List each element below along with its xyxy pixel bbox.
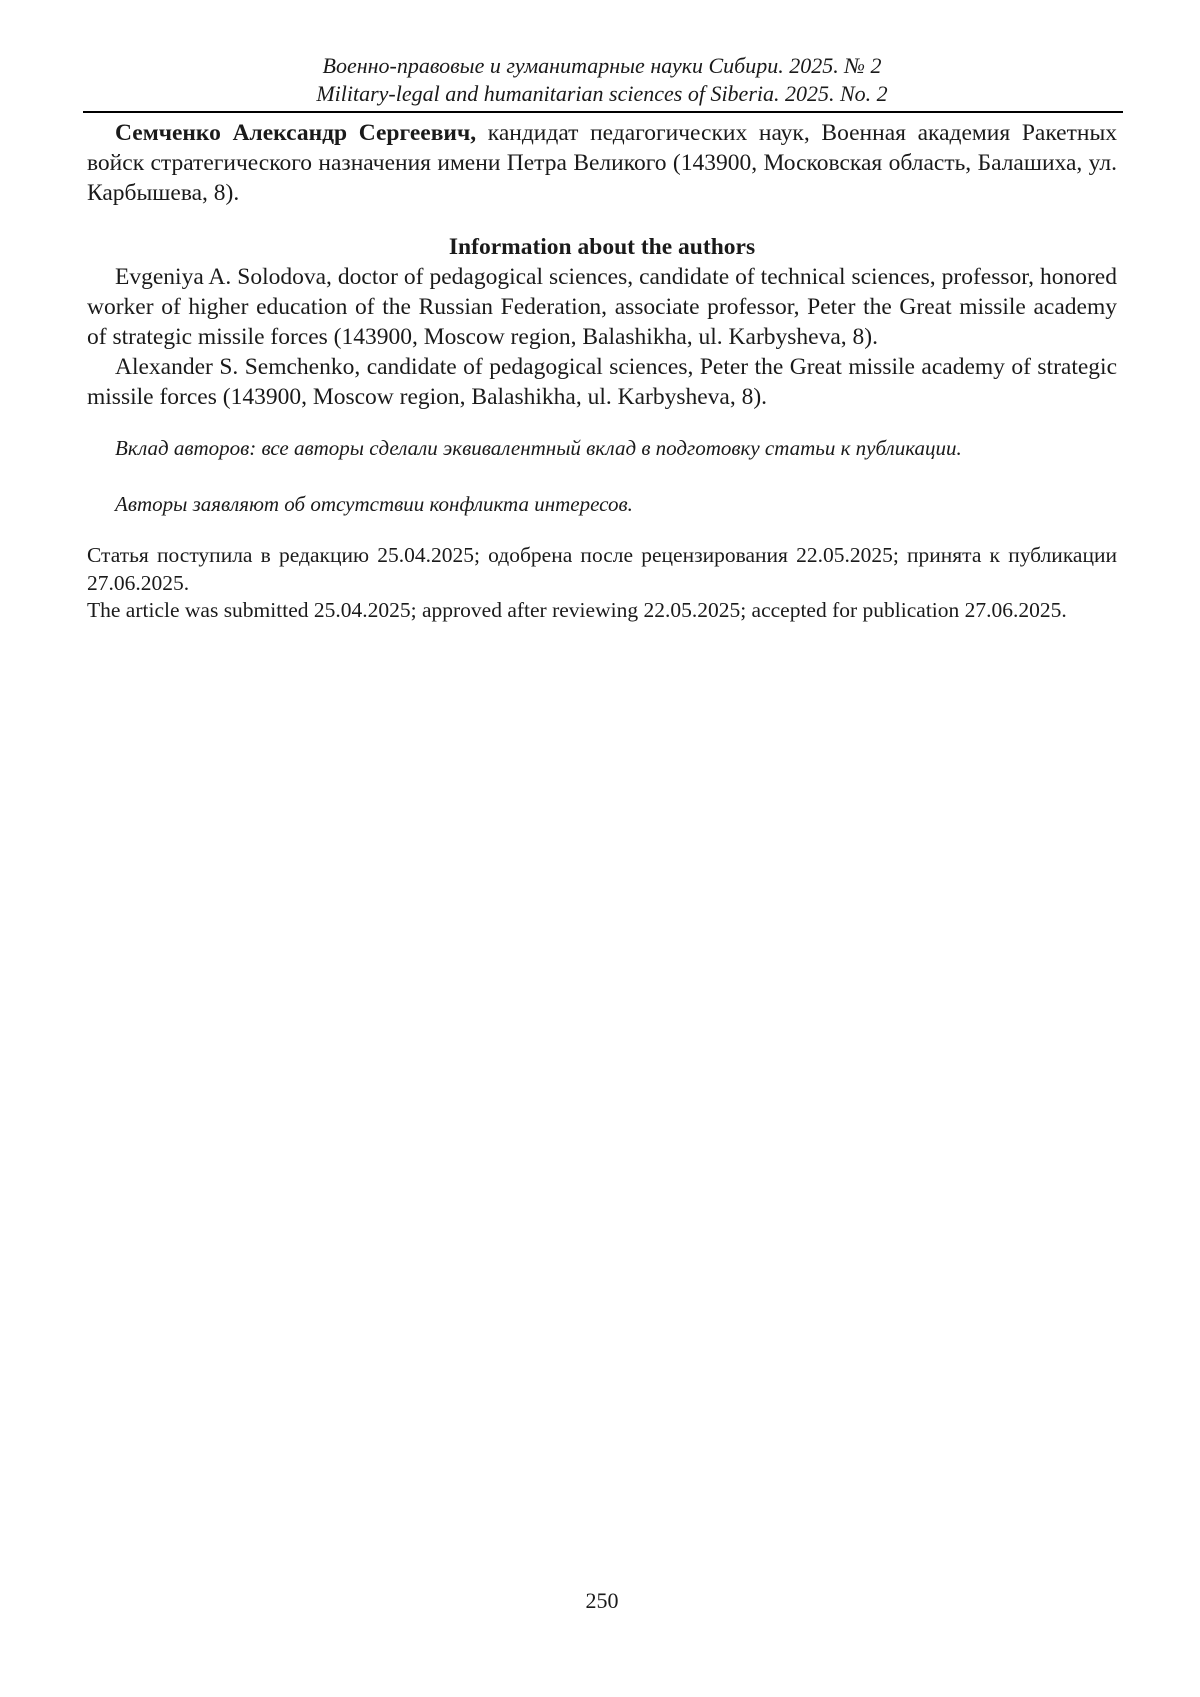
- authors-en-heading: Information about the authors: [448, 234, 756, 260]
- page: [87, 0, 1117, 1697]
- contribution-note: Вклад авторов: все авторы сделали эквивалентный вклад в подготовку статьи к публикации.: [115, 436, 962, 460]
- author-info-en-2: Alexander S. Semchenko, candidate of pedagogical sciences, Peter the Great missile academy of strategic missile forces (143900, Moscow region, Balashikha, ul. Karbysheva, 8).: [87, 354, 1117, 410]
- author-name-ru: Семченко Александр Сергеевич,: [115, 120, 477, 146]
- article-dates: [87, 542, 1117, 625]
- header-rule: [83, 111, 1123, 113]
- page-number: 250: [585, 1588, 619, 1613]
- author-info-ru: [87, 118, 1117, 208]
- article-body: [87, 118, 1117, 625]
- journal-title-ru: Военно-правовые и гуманитарные науки Сибири. 2025. № 2: [322, 53, 882, 78]
- journal-title-en: Military-legal and humanitarian sciences of Siberia. 2025. No. 2: [316, 81, 888, 106]
- dates-en: The article was submitted 25.04.2025; approved after reviewing 22.05.2025; accepted for publication 27.06.2025.: [87, 598, 1067, 622]
- running-header: [87, 52, 1117, 108]
- conflict-note: Авторы заявляют об отсутствии конфликта интересов.: [115, 492, 633, 516]
- author-details-ru: кандидат педагогических наук, Военная академия Ракетных войск стратегического назначения имени Петра Великого (143900, Московская область, Балашиха, ул. Карбышева, 8).: [87, 120, 1117, 206]
- dates-ru: Статья поступила в редакцию 25.04.2025; одобрена после рецензирования 22.05.2025; принята к публикации 27.06.2025.: [87, 543, 1117, 595]
- author-info-en-1: Evgeniya A. Solodova, doctor of pedagogical sciences, candidate of technical sciences, professor, honored worker of higher education of the Russian Federation, associate professor, Peter the Great missile academy of strategic missile forces (143900, Moscow region, Balashikha, ul. Karbysheva, 8).: [87, 264, 1117, 350]
